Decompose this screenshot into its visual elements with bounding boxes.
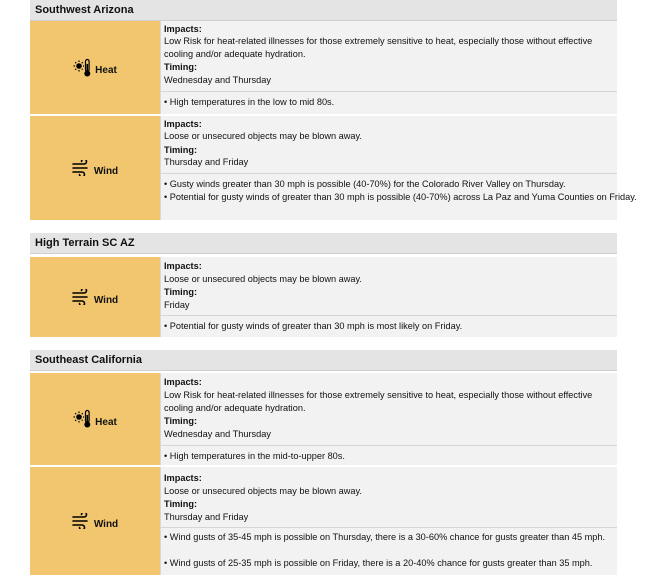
impacts-heading: Impacts: (164, 261, 202, 271)
region-header-high-terrain-sc-az: High Terrain SC AZ (30, 233, 617, 254)
hazard-label-wind (30, 467, 160, 575)
timing-heading: Timing: (164, 499, 198, 509)
hazard-details (160, 21, 617, 114)
hazard-row-high-terrain-wind (30, 257, 617, 337)
bullet-item: • High temperatures in the mid-to-upper 80s. (164, 451, 345, 461)
timing-text: Wednesday and Thursday (164, 75, 271, 85)
hazard-row-sw-az-wind (30, 116, 637, 220)
hazard-details (160, 257, 617, 337)
hazard-label-wind (30, 257, 160, 337)
divider (161, 315, 617, 316)
timing-text: Friday (164, 300, 190, 310)
hazard-label-wind (30, 116, 160, 220)
timing-text: Thursday and Friday (164, 512, 249, 522)
bullet-item: • Gusty winds greater than 30 mph is possible (40-70%) for the Colorado River Valley on Thursday. (164, 179, 566, 189)
hazard-label-text: Heat (95, 416, 117, 428)
timing-heading: Timing: (164, 416, 198, 426)
bullet-item: • Potential for gusty winds of greater than 30 mph is most likely on Friday. (164, 321, 463, 331)
wind-icon (72, 289, 92, 305)
region-header-southeast-california: Southeast California (30, 350, 617, 371)
hazard-label-text: Heat (95, 65, 117, 76)
impacts-text: Low Risk for heat-related illnesses for those extremely sensitive to heat, especially those without effective cooling and/or adequate hydration. (164, 390, 593, 413)
impacts-heading: Impacts: (164, 119, 202, 129)
impacts-heading: Impacts: (164, 473, 202, 483)
hazard-label-heat (30, 21, 160, 114)
hazard-details (160, 467, 617, 575)
bullet-item: • Wind gusts of 25-35 mph is possible on Friday, there is a 20-40% chance for gusts greater than 35 mph. (164, 558, 593, 568)
timing-heading: Timing: (164, 145, 198, 155)
divider (161, 445, 617, 446)
timing-heading: Timing: (164, 62, 198, 72)
timing-text: Wednesday and Thursday (164, 429, 271, 439)
hazard-label-text: Wind (93, 294, 119, 306)
timing-text: Thursday and Friday (164, 157, 249, 167)
heat-icon (73, 409, 93, 429)
wind-icon (72, 160, 92, 176)
divider (161, 527, 617, 528)
divider (161, 173, 617, 174)
hazard-details (160, 116, 637, 220)
impacts-heading: Impacts: (164, 377, 202, 387)
bullet-item: • Potential for gusty winds of greater than 30 mph is possible (40-70%) across La Paz and Yuma Counties on Friday. (164, 192, 637, 202)
hazard-row-se-ca-wind (30, 467, 617, 575)
heat-icon (73, 58, 93, 78)
divider (161, 91, 617, 92)
bullet-item: • Wind gusts of 35-45 mph is possible on Thursday, there is a 30-60% chance for gusts greater than 45 mph. (164, 532, 606, 542)
hazard-label-text: Wind (93, 165, 119, 177)
hazard-label-text: Wind (93, 518, 119, 530)
hazard-label-heat (30, 373, 160, 465)
impacts-text: Low Risk for heat-related illnesses for those extremely sensitive to heat, especially those without effective cooling and/or adequate hydration. (164, 36, 593, 59)
timing-heading: Timing: (164, 287, 198, 297)
hazard-row-se-ca-heat (30, 373, 617, 465)
wind-icon (72, 513, 92, 529)
impacts-text: Loose or unsecured objects may be blown away. (164, 131, 362, 141)
hazard-row-sw-az-heat (30, 21, 617, 114)
region-header-southwest-arizona: Southwest Arizona (30, 0, 617, 21)
impacts-text: Loose or unsecured objects may be blown away. (164, 274, 362, 284)
impacts-text: Loose or unsecured objects may be blown away. (164, 486, 362, 496)
hazard-details (160, 373, 617, 465)
bullet-item: • High temperatures in the low to mid 80s. (164, 97, 335, 107)
impacts-heading: Impacts: (164, 24, 202, 34)
